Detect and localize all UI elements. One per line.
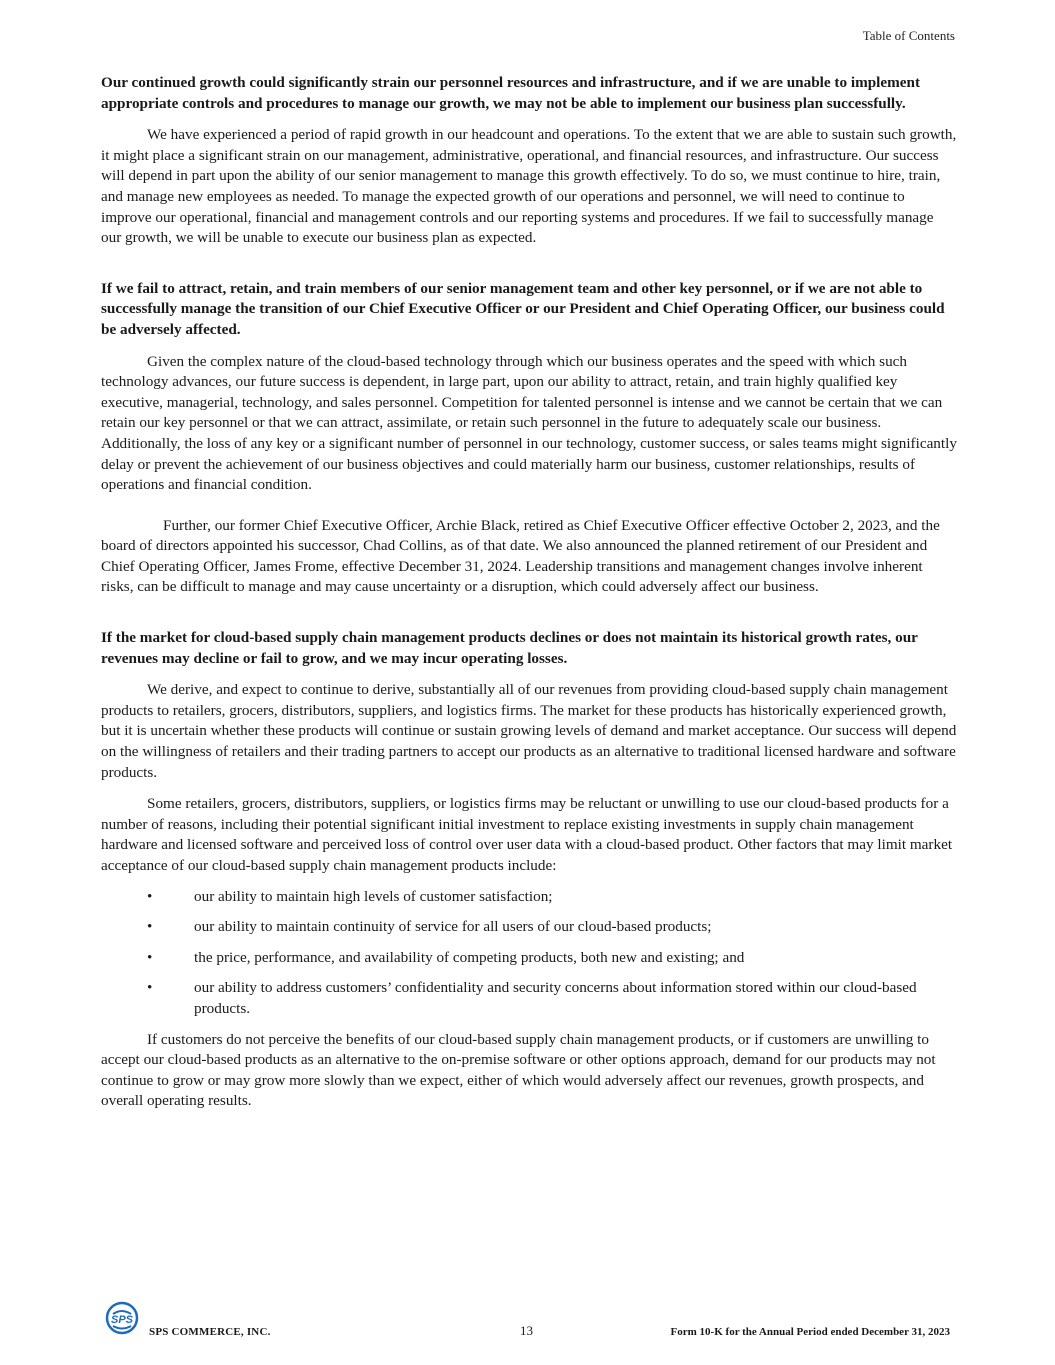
section-heading-market-decline: If the market for cloud-based supply chain management products declines or does not maintain its historical growth rates, our revenues may decline or fail to grow, and we may incur operating losses. (101, 629, 918, 667)
paragraph: We derive, and expect to continue to derive, substantially all of our revenues from providing cloud-based supply chain management products to retailers, grocers, distributors, suppliers, and logistics firms. The market for these products has historically experienced growth, but it is uncertain whether these products will continue or sustain growing levels of demand and market acceptance. Our success will depend on the willingness of retailers and their trading partners to accept our products as an alternative to traditional licensed hardware and software products. (101, 681, 957, 781)
paragraph: Further, our former Chief Executive Officer, Archie Black, retired as Chief Executive Officer effective October 2, 2023, and the board of directors appointed his successor, Chad Collins, as of that date. We also announced the planned retirement of our President and Chief Operating Officer, James Frome, effective December 31, 2024. Leadership transitions and management changes involve inherent risks, can be difficult to manage and may cause uncertainty or a disruption, which could adversely affect our business. (101, 516, 940, 596)
section-heading-key-personnel: If we fail to attract, retain, and train members of our senior management team and other key personnel, or if we are not able to successfully manage the transition of our Chief Executive Officer or our President and Chief Operating Officer, our business could be adversely affected. (101, 279, 945, 338)
bullet-list (101, 887, 957, 1020)
svg-text:SPS: SPS (110, 1314, 134, 1326)
list-item: • our ability to address customers’ confidentiality and security concerns about information stored within our cloud-based products. (147, 979, 917, 1017)
page-number: 13 (520, 1323, 533, 1338)
company-name: SPS COMMERCE, INC. (149, 1326, 271, 1338)
list-item: • our ability to maintain high levels of customer satisfaction; (147, 887, 553, 905)
list-item: • the price, performance, and availability of competing products, both new and existing; and (147, 948, 745, 966)
paragraph: We have experienced a period of rapid growth in our headcount and operations. To the extent that we are able to sustain such growth, it might place a significant strain on our management, administrative, operational, and financial resources, and infrastructure. Our success will depend in part upon the ability of our senior management to manage this growth effectively. To do so, we must continue to hire, train, and manage new employees as needed. To manage the expected growth of our operations and personnel, we will need to continue to improve our operational, financial and management controls and our reporting systems and procedures. If we fail to successfully manage our growth, we will be unable to execute our business plan as expected. (101, 126, 957, 247)
paragraph: Some retailers, grocers, distributors, suppliers, or logistics firms may be reluctant or unwilling to use our cloud-based products for a number of reasons, including their potential significant initial investment to replace existing investments in supply chain management hardware and licensed software and perceived loss of control over user data with a cloud-based product. Other factors that may limit market acceptance of our cloud-based supply chain management products include: (101, 795, 953, 874)
paragraph: If customers do not perceive the benefits of our cloud-based supply chain management products, or if customers are unwilling to accept our cloud-based products as an alternative to the on-premise software or other options approach, demand for our products may not continue to grow or may grow more slowly than we expect, either of which would adversely affect our revenues, growth prospects, and overall operating results. (101, 1030, 936, 1110)
list-item: • our ability to maintain continuity of service for all users of our cloud-based products; (147, 918, 712, 936)
form-title: Form 10-K for the Annual Period ended December 31, 2023 (670, 1326, 950, 1338)
paragraph: Given the complex nature of the cloud-based technology through which our business operates and the speed with which such technology advances, our future success is dependent, in large part, upon our ability to attract, retain, and train highly qualified key executive, managerial, technology, and sales personnel. Competition for talented personnel is intense and we cannot be certain that we can retain our key personnel or that we can attract, assimilate, or retain such personnel in the future to adequately scale our business. Additionally, the loss of any key or a significant number of personnel in our technology, customer success, or sales teams might significantly delay or prevent the achievement of our business objectives and could materially harm our business, customer relationships, results of operations and financial condition. (101, 352, 957, 494)
document-body (101, 73, 957, 1112)
sps-logo-icon (104, 1300, 140, 1336)
table-of-contents-link[interactable]: Table of Contents (862, 28, 955, 43)
section-heading-growth-strain: Our continued growth could significantly strain our personnel resources and infrastructure, and if we are unable to implement appropriate controls and procedures to manage our growth, we may not be able to implement our business plan successfully. (101, 74, 921, 112)
